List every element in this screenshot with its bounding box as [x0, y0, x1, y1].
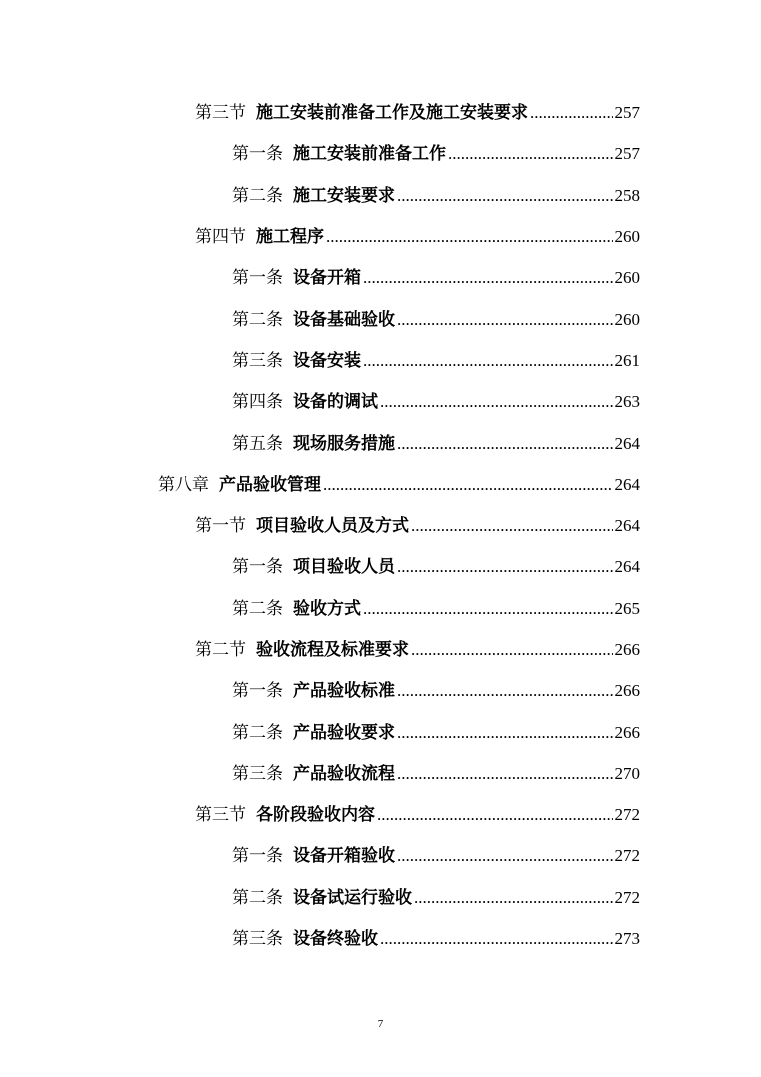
toc-dot-leader — [397, 557, 613, 577]
toc-entry-number: 第一条 — [232, 268, 283, 289]
toc-entry-line — [232, 305, 640, 330]
toc-entry-title: 施工安装前准备工作及施工安装要求 — [256, 103, 528, 124]
toc-dot-leader — [397, 310, 613, 330]
toc-entry[interactable] — [0, 751, 761, 792]
toc-entry-number: 第三条 — [232, 350, 283, 371]
toc-entry-page: 257 — [614, 144, 640, 164]
toc-entry-line — [232, 594, 640, 619]
toc-entry[interactable] — [0, 586, 761, 627]
toc-entry[interactable] — [0, 131, 761, 172]
toc-entry[interactable] — [0, 214, 761, 255]
toc-dot-leader — [380, 392, 613, 412]
toc-dot-leader — [377, 805, 613, 825]
toc-entry-line — [232, 676, 640, 701]
toc-entry-title: 设备的调试 — [293, 392, 378, 413]
toc-dot-leader — [323, 475, 613, 495]
toc-dot-leader — [530, 103, 613, 123]
toc-entry-page: 270 — [614, 763, 640, 783]
toc-entry-number: 第二条 — [232, 887, 283, 908]
toc-entry-page: 260 — [614, 268, 640, 288]
toc-entry-title: 项目验收人员及方式 — [256, 516, 409, 537]
toc-entry-page: 263 — [614, 392, 640, 412]
toc-entry-page: 273 — [614, 929, 640, 949]
toc-entry-number: 第二条 — [232, 309, 283, 330]
toc-dot-leader — [380, 929, 613, 949]
toc-entry[interactable] — [0, 379, 761, 420]
toc-entry-line — [195, 222, 640, 247]
toc-dot-leader — [397, 186, 613, 206]
toc-entry[interactable] — [0, 173, 761, 214]
toc-dot-leader — [397, 434, 613, 454]
toc-entry[interactable] — [0, 420, 761, 461]
toc-entry-line — [232, 429, 640, 454]
toc-entry-line — [195, 800, 640, 825]
toc-entry-title: 验收方式 — [293, 598, 361, 619]
toc-entry-page: 261 — [614, 350, 640, 370]
toc-entry-page: 266 — [614, 640, 640, 659]
toc-dot-leader — [363, 599, 613, 619]
toc-dot-leader — [397, 681, 613, 701]
toc-entry-title: 产品验收要求 — [293, 722, 395, 743]
toc-entry-page: 264 — [614, 433, 640, 453]
toc-entry-page: 260 — [614, 309, 640, 329]
toc-entry-page: 266 — [614, 722, 640, 742]
toc-dot-leader — [414, 888, 613, 908]
toc-entry-title: 施工安装前准备工作 — [293, 144, 446, 165]
toc-dot-leader — [397, 723, 613, 743]
toc-dot-leader — [411, 640, 613, 660]
toc-entry-line — [195, 98, 640, 123]
toc-entry-line — [232, 181, 640, 206]
toc-entry-number: 第八章 — [158, 474, 209, 495]
toc-entry-line — [232, 263, 640, 288]
toc-entry[interactable] — [0, 90, 761, 131]
toc-entry-line — [195, 635, 640, 660]
toc-dot-leader — [326, 227, 613, 247]
toc-entry-number: 第三条 — [232, 763, 283, 784]
toc-entry-title: 各阶段验收内容 — [256, 805, 375, 826]
toc-entry[interactable] — [0, 544, 761, 585]
toc-entry-title: 设备开箱 — [293, 268, 361, 289]
toc-entry-number: 第一条 — [232, 846, 283, 867]
toc-dot-leader — [397, 846, 613, 866]
toc-entry-line — [232, 139, 640, 164]
toc-entry-number: 第五条 — [232, 433, 283, 454]
toc-entry-number: 第一条 — [232, 681, 283, 702]
toc-entry[interactable] — [0, 792, 761, 833]
toc-entry-title: 产品验收流程 — [293, 763, 395, 784]
toc-entry[interactable] — [0, 709, 761, 750]
toc-entry[interactable] — [0, 668, 761, 709]
toc-entry-page: 272 — [614, 805, 640, 825]
toc-entry-page: 272 — [614, 887, 640, 907]
toc-entry-page: 266 — [614, 681, 640, 701]
toc-entry-title: 产品验收管理 — [219, 474, 321, 495]
toc-dot-leader — [397, 764, 613, 784]
toc-entry-number: 第一条 — [232, 144, 283, 165]
toc-entry[interactable] — [0, 503, 761, 544]
toc-entry-number: 第二条 — [232, 722, 283, 743]
toc-entry-line — [232, 346, 640, 371]
toc-entry-title: 设备终验收 — [293, 929, 378, 950]
toc-dot-leader — [363, 351, 613, 371]
toc-entry-page: 257 — [614, 103, 640, 123]
toc-entry-page: 260 — [614, 227, 640, 247]
toc-entry-number: 第三节 — [195, 805, 246, 826]
toc-entry[interactable] — [0, 916, 761, 957]
toc-dot-leader — [363, 268, 613, 288]
page-number: 7 — [377, 1018, 384, 1030]
toc-entry-line — [232, 759, 640, 784]
toc-entry-line — [232, 841, 640, 866]
toc-entry-number: 第四节 — [195, 227, 246, 248]
toc-entry-line — [158, 470, 640, 495]
toc-entry-page: 264 — [614, 474, 640, 494]
toc-dot-leader — [411, 516, 613, 536]
toc-entry-title: 施工安装要求 — [293, 185, 395, 206]
toc-entry-page: 264 — [614, 516, 640, 536]
toc-entry-title: 设备基础验收 — [293, 309, 395, 330]
toc-entry-title: 施工程序 — [256, 227, 324, 248]
toc-entry-number: 第二条 — [232, 185, 283, 206]
toc-entry-page: 264 — [614, 557, 640, 577]
toc-entry-number: 第二条 — [232, 598, 283, 619]
table-of-contents — [0, 90, 761, 957]
toc-entry-number: 第一条 — [232, 557, 283, 578]
toc-entry[interactable] — [0, 875, 761, 916]
toc-dot-leader — [448, 144, 613, 164]
toc-entry-line — [232, 924, 640, 949]
toc-entry-title: 产品验收标准 — [293, 681, 395, 702]
toc-entry-number: 第三节 — [195, 103, 246, 124]
toc-entry-title: 验收流程及标准要求 — [256, 640, 409, 660]
toc-entry-title: 设备试运行验收 — [293, 887, 412, 908]
toc-entry-page: 272 — [614, 846, 640, 866]
toc-entry-number: 第三条 — [232, 929, 283, 950]
toc-entry-line — [232, 883, 640, 908]
toc-entry-line — [232, 387, 640, 412]
toc-entry-title: 现场服务措施 — [293, 433, 395, 454]
toc-entry-title: 项目验收人员 — [293, 557, 395, 578]
toc-entry[interactable] — [0, 338, 761, 379]
toc-entry-number: 第四条 — [232, 392, 283, 413]
toc-entry-line — [232, 718, 640, 743]
toc-entry-title: 设备安装 — [293, 350, 361, 371]
toc-entry[interactable] — [0, 833, 761, 874]
toc-entry[interactable] — [0, 627, 761, 668]
toc-entry[interactable] — [0, 255, 761, 296]
toc-entry-page: 258 — [614, 185, 640, 205]
toc-entry-number: 第一节 — [195, 516, 246, 537]
toc-entry[interactable] — [0, 296, 761, 337]
toc-entry-line — [232, 552, 640, 577]
toc-entry-title: 设备开箱验收 — [293, 846, 395, 867]
toc-entry-number: 第二节 — [195, 640, 246, 660]
toc-entry-line — [195, 511, 640, 536]
toc-entry-page: 265 — [614, 598, 640, 618]
toc-entry[interactable] — [0, 462, 761, 503]
